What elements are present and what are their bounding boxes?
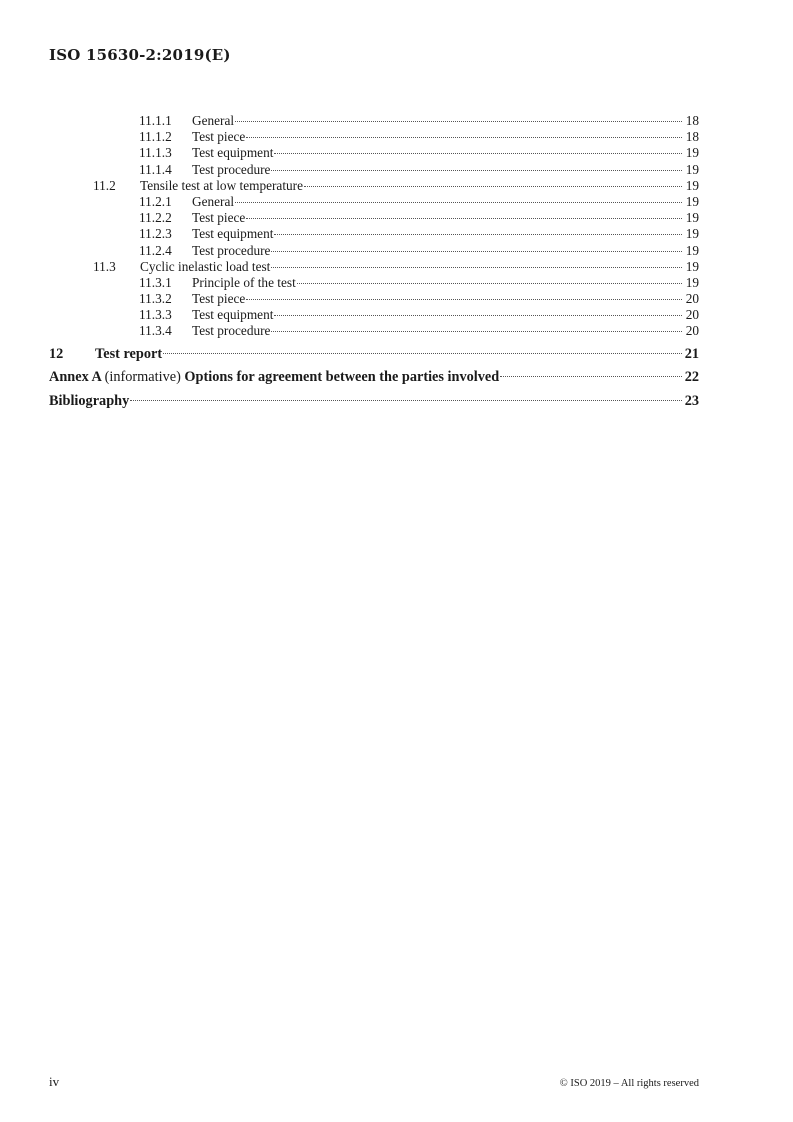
toc-title: Principle of the test: [192, 274, 296, 290]
dot-leader: [246, 217, 682, 219]
dot-leader: [500, 375, 682, 377]
dot-leader: [235, 120, 682, 122]
dot-leader: [274, 314, 682, 316]
toc-title: Test report: [95, 345, 163, 362]
toc-entry-11-3-3[interactable]: [49, 307, 699, 323]
dot-leader: [271, 250, 682, 252]
toc-entry-11-1-2[interactable]: [49, 129, 699, 145]
toc-title: Test piece: [192, 210, 246, 226]
toc-page: 19: [685, 258, 699, 274]
toc-number: 12: [49, 345, 64, 362]
toc-title: General: [192, 193, 235, 209]
toc-title: Test piece: [192, 129, 246, 145]
toc-page: 18: [685, 129, 699, 145]
annex-title: Options for agreement between the parties involved: [184, 369, 500, 386]
toc-number: 11.2.4: [139, 242, 172, 258]
toc-title: Tensile test at low temperature: [140, 177, 304, 193]
toc-page: 19: [685, 193, 699, 209]
toc-title: General: [192, 113, 235, 128]
toc-entry-11-2-2[interactable]: [49, 210, 699, 226]
toc-title: Test piece: [192, 291, 246, 307]
dot-leader: [130, 399, 682, 401]
toc-entry-11-3[interactable]: [49, 259, 699, 275]
dot-leader: [246, 136, 682, 138]
toc-page: 19: [685, 242, 699, 258]
dot-leader: [271, 266, 682, 268]
toc-page: 20: [685, 307, 699, 323]
toc-number: 11.3.3: [139, 307, 172, 323]
toc-number: 11.1.4: [139, 161, 172, 177]
toc-entry-11-2-4[interactable]: [49, 243, 699, 259]
toc-page: 21: [684, 345, 699, 362]
toc-entry-11-3-2[interactable]: [49, 291, 699, 307]
toc-title: Test procedure: [192, 161, 271, 177]
toc-entry-11-3-1[interactable]: [49, 275, 699, 291]
toc-page: 19: [685, 161, 699, 177]
toc-number: 11.3.2: [139, 291, 172, 307]
toc-entry-11-2-1[interactable]: [49, 194, 699, 210]
annex-prefix: Annex A: [49, 369, 102, 386]
table-of-contents: [49, 113, 699, 413]
toc-page: 20: [685, 323, 699, 339]
toc-title: Bibliography: [49, 392, 130, 409]
toc-number: 11.1.3: [139, 145, 172, 161]
toc-number: 11.2.1: [139, 193, 172, 209]
toc-page: 23: [684, 392, 699, 409]
toc-entry-bibliography[interactable]: [49, 390, 699, 414]
toc-entry-11-1-4[interactable]: [49, 162, 699, 178]
toc-number: 11.3: [93, 258, 116, 274]
toc-title: Test procedure: [192, 242, 271, 258]
toc-number: 11.1.2: [139, 129, 172, 145]
toc-entry-annex-a[interactable]: [49, 366, 699, 390]
dot-leader: [246, 298, 682, 300]
dot-leader: [274, 233, 682, 235]
dot-leader: [235, 201, 682, 203]
toc-page: 19: [685, 274, 699, 290]
toc-page: 22: [684, 369, 699, 386]
toc-entry-11-2-3[interactable]: [49, 226, 699, 242]
toc-title: Test equipment: [192, 145, 274, 161]
toc-entry-11-1-1[interactable]: [49, 113, 699, 129]
document-header: ISO 15630-2:2019(E): [49, 46, 231, 64]
toc-page: 20: [685, 291, 699, 307]
toc-number: 11.2.3: [139, 226, 172, 242]
toc-page: 19: [685, 226, 699, 242]
footer-page-number: iv: [49, 1074, 60, 1089]
toc-number: 11.2.2: [139, 210, 172, 226]
toc-page: 19: [685, 145, 699, 161]
dot-leader: [163, 352, 682, 354]
footer-copyright: © ISO 2019 – All rights reserved: [559, 1078, 699, 1089]
dot-leader: [271, 169, 682, 171]
toc-page: 19: [685, 210, 699, 226]
toc-number: 11.2: [93, 177, 116, 193]
toc-entry-11-1-3[interactable]: [49, 145, 699, 161]
toc-number: 11.1.1: [139, 113, 172, 128]
toc-title: Test equipment: [192, 307, 274, 323]
toc-entry-11-2[interactable]: [49, 178, 699, 194]
toc-entry-12-test-report[interactable]: [49, 343, 699, 367]
dot-leader: [274, 152, 682, 154]
dot-leader: [304, 185, 682, 187]
toc-number: 11.3.1: [139, 274, 172, 290]
toc-title: Test procedure: [192, 323, 271, 339]
dot-leader: [297, 282, 682, 284]
toc-entry-11-3-4[interactable]: [49, 323, 699, 339]
toc-page: 19: [685, 177, 699, 193]
toc-title: Cyclic inelastic load test: [140, 258, 271, 274]
toc-title: [49, 366, 499, 390]
annex-qualifier: (informative): [104, 369, 181, 386]
page-footer: [49, 1074, 699, 1090]
toc-page: 18: [685, 113, 699, 128]
toc-title: Test equipment: [192, 226, 274, 242]
toc-number: 11.3.4: [139, 323, 172, 339]
dot-leader: [271, 330, 682, 332]
